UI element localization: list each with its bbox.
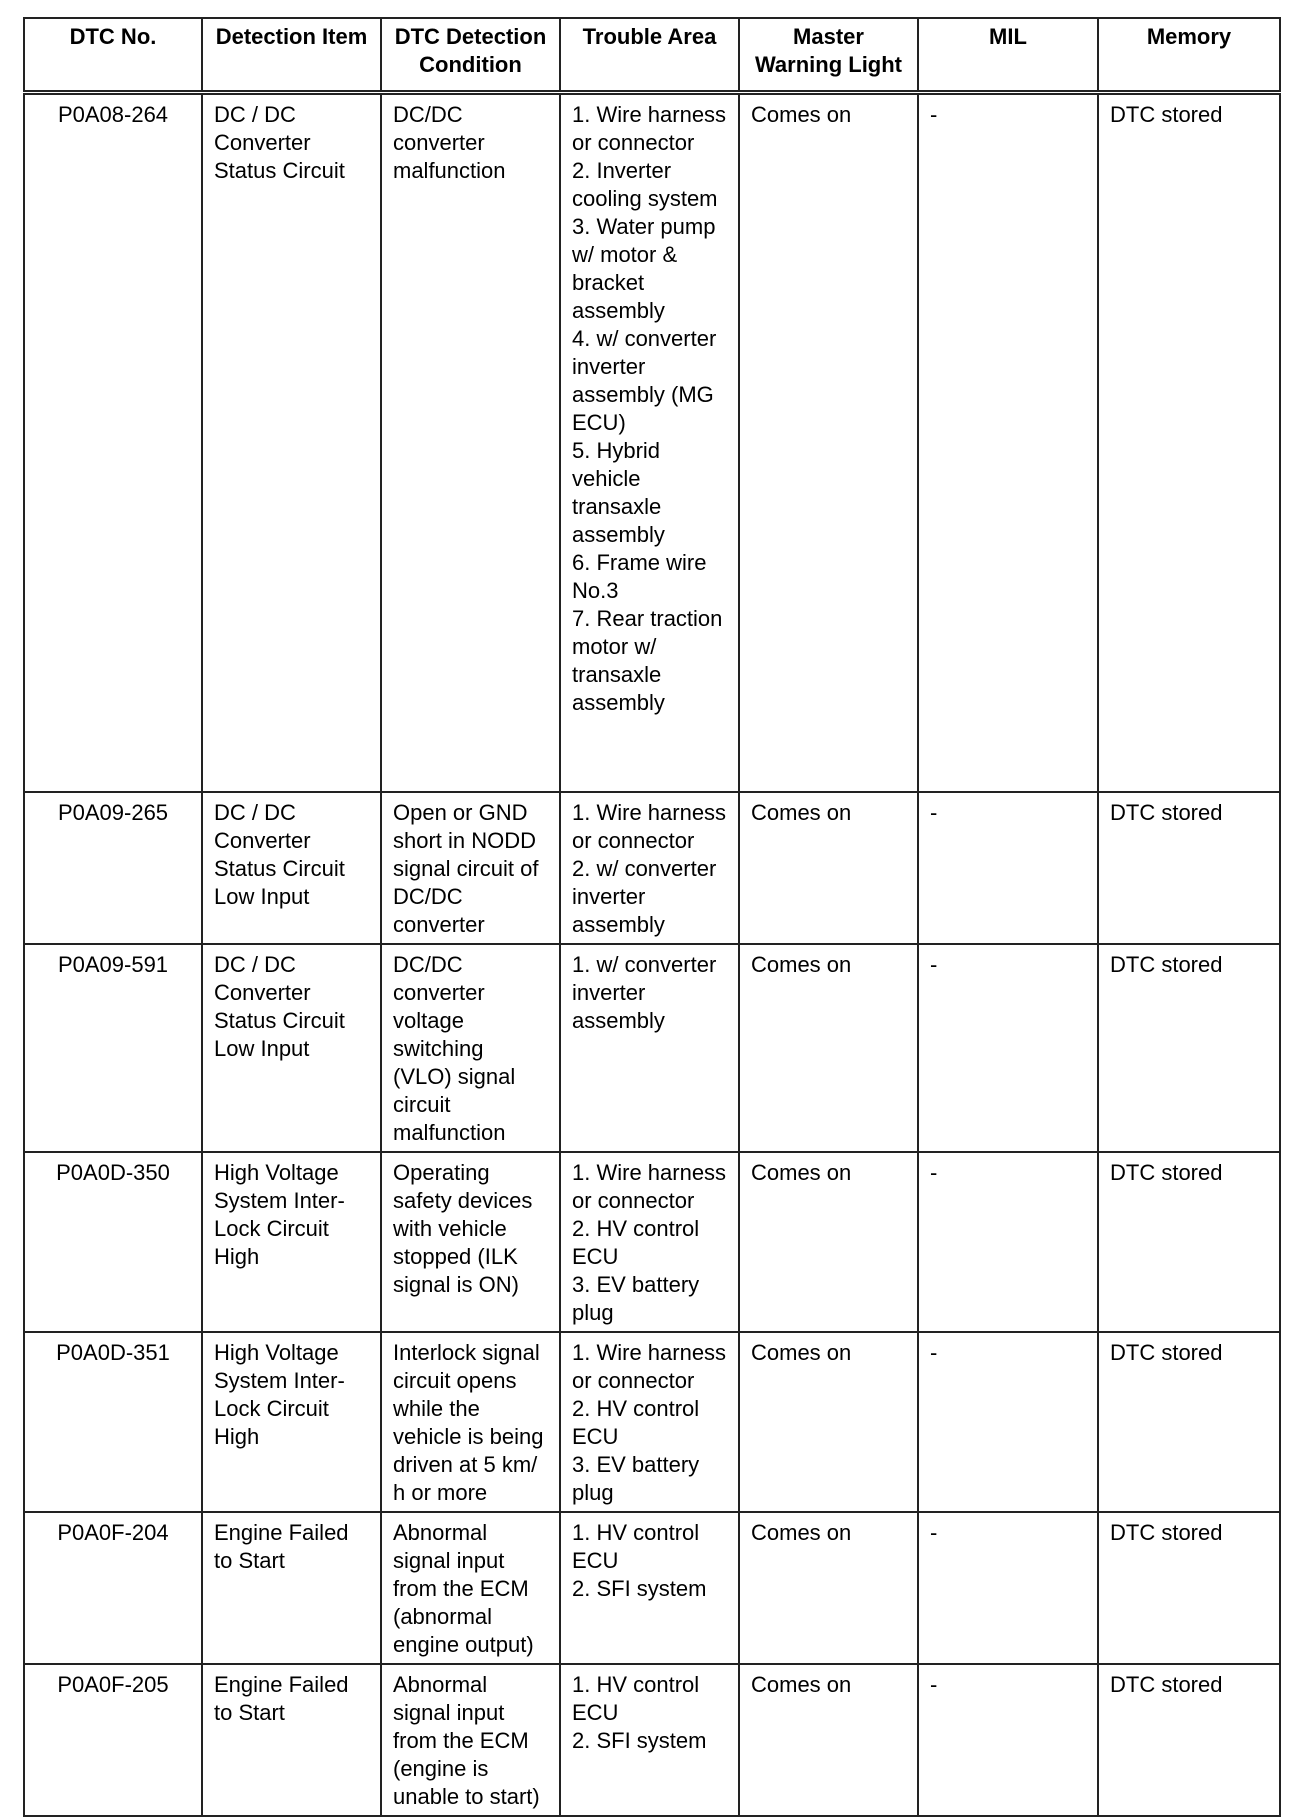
detection-condition: Operating safety devices with vehicle stopped (ILK signal is ON) <box>381 1152 560 1332</box>
header-detection-condition: DTC Detection Condition <box>381 18 560 92</box>
detection-item: DC / DC Converter Status Circuit Low Input <box>202 792 381 944</box>
header-trouble-area: Trouble Area <box>560 18 739 92</box>
master-warning-light: Comes on <box>739 1664 918 1816</box>
detection-condition: Open or GND short in NODD signal circuit of DC/DC converter <box>381 792 560 944</box>
mil-status: - <box>918 1332 1098 1512</box>
detection-item: Engine Failed to Start <box>202 1664 381 1816</box>
header-mil: MIL <box>918 18 1098 92</box>
detection-condition: Abnormal signal input from the ECM (abnormal engine output) <box>381 1512 560 1664</box>
trouble-area: 1. Wire harness or connector 2. Inverter cooling system 3. Water pump w/ motor & bracket assembly 4. w/ converter inverter assembly (MG ECU) 5. Hybrid vehicle transaxle assembly 6. Frame wire No.3 7. Rear traction motor w/ transaxle assembly <box>560 92 739 792</box>
table-row <box>24 92 1280 792</box>
detection-condition: DC/DC converter voltage switching (VLO) signal circuit malfunction <box>381 944 560 1152</box>
dtc-code: P0A0D-350 <box>24 1152 202 1332</box>
memory-status: DTC stored <box>1098 792 1280 944</box>
mil-status: - <box>918 92 1098 792</box>
trouble-area: 1. Wire harness or connector 2. HV control ECU 3. EV battery plug <box>560 1152 739 1332</box>
table-row <box>24 1152 1280 1332</box>
master-warning-light: Comes on <box>739 944 918 1152</box>
detection-item: High Voltage System Inter- Lock Circuit High <box>202 1152 381 1332</box>
mil-status: - <box>918 1512 1098 1664</box>
trouble-area: 1. Wire harness or connector 2. w/ converter inverter assembly <box>560 792 739 944</box>
master-warning-light: Comes on <box>739 1152 918 1332</box>
mil-status: - <box>918 1152 1098 1332</box>
table-row <box>24 944 1280 1152</box>
table-row <box>24 1512 1280 1664</box>
master-warning-light: Comes on <box>739 792 918 944</box>
memory-status: DTC stored <box>1098 944 1280 1152</box>
table-row <box>24 1332 1280 1512</box>
dtc-table <box>23 17 1281 1817</box>
mil-status: - <box>918 944 1098 1152</box>
detection-condition: Abnormal signal input from the ECM (engine is unable to start) <box>381 1664 560 1816</box>
master-warning-light: Comes on <box>739 1512 918 1664</box>
header-memory: Memory <box>1098 18 1280 92</box>
detection-item: DC / DC Converter Status Circuit Low Input <box>202 944 381 1152</box>
detection-item: Engine Failed to Start <box>202 1512 381 1664</box>
header-master-warning-light: Master Warning Light <box>739 18 918 92</box>
dtc-code: P0A09-265 <box>24 792 202 944</box>
master-warning-light: Comes on <box>739 92 918 792</box>
memory-status: DTC stored <box>1098 1664 1280 1816</box>
table-row <box>24 1664 1280 1816</box>
header-row <box>24 18 1280 92</box>
trouble-area: 1. HV control ECU 2. SFI system <box>560 1664 739 1816</box>
memory-status: DTC stored <box>1098 1152 1280 1332</box>
header-detection-item: Detection Item <box>202 18 381 92</box>
dtc-code: P0A0F-205 <box>24 1664 202 1816</box>
memory-status: DTC stored <box>1098 92 1280 792</box>
mil-status: - <box>918 1664 1098 1816</box>
trouble-area: 1. Wire harness or connector 2. HV control ECU 3. EV battery plug <box>560 1332 739 1512</box>
table-row <box>24 792 1280 944</box>
memory-status: DTC stored <box>1098 1332 1280 1512</box>
header-dtc-no: DTC No. <box>24 18 202 92</box>
master-warning-light: Comes on <box>739 1332 918 1512</box>
dtc-code: P0A0D-351 <box>24 1332 202 1512</box>
dtc-code: P0A0F-204 <box>24 1512 202 1664</box>
detection-item: High Voltage System Inter- Lock Circuit High <box>202 1332 381 1512</box>
dtc-code: P0A09-591 <box>24 944 202 1152</box>
detection-condition: DC/DC converter malfunction <box>381 92 560 792</box>
trouble-area: 1. HV control ECU 2. SFI system <box>560 1512 739 1664</box>
detection-item: DC / DC Converter Status Circuit <box>202 92 381 792</box>
dtc-code: P0A08-264 <box>24 92 202 792</box>
mil-status: - <box>918 792 1098 944</box>
detection-condition: Interlock signal circuit opens while the vehicle is being driven at 5 km/ h or more <box>381 1332 560 1512</box>
trouble-area: 1. w/ converter inverter assembly <box>560 944 739 1152</box>
memory-status: DTC stored <box>1098 1512 1280 1664</box>
